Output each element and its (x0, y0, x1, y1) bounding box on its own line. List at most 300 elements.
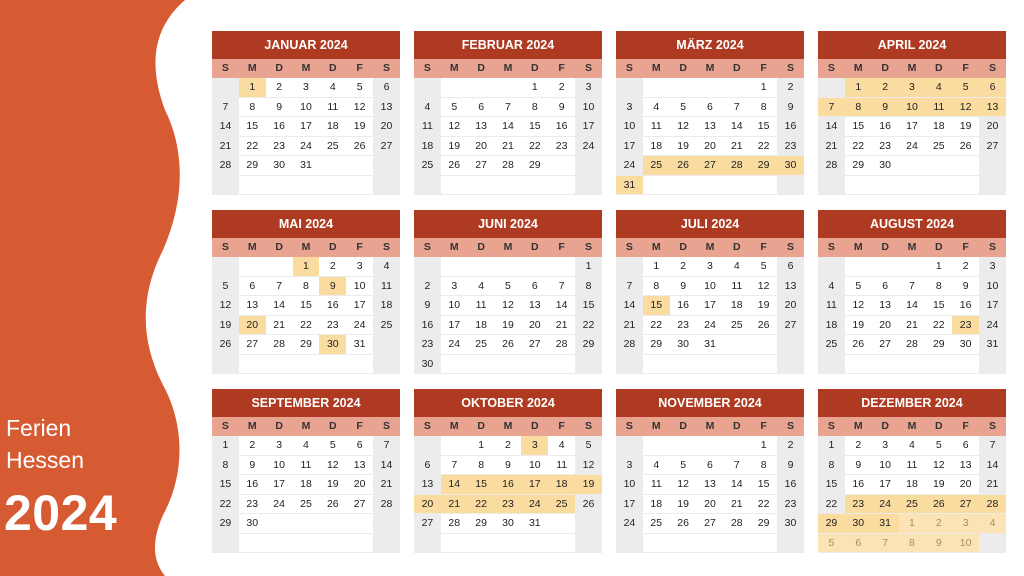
day-cell: 21 (730, 497, 743, 510)
week-row (616, 335, 804, 355)
weekday-label: S (221, 420, 229, 432)
weekday-label: M (907, 62, 917, 74)
day-cell: 15 (468, 475, 495, 494)
day-cell: 1 (239, 78, 266, 97)
empty-cell (373, 534, 400, 553)
empty-cell (373, 156, 400, 175)
day-cell: 2 (777, 436, 804, 455)
empty-cell (818, 257, 845, 276)
day-cell: 22 (212, 495, 239, 514)
day-cell: 30 (273, 159, 285, 171)
weekday-label: S (786, 62, 794, 74)
week-row (818, 277, 1006, 297)
day-cell: 10 (575, 98, 602, 117)
day-cell: 2 (414, 277, 441, 296)
week-row (414, 335, 602, 355)
empty-cell (346, 156, 373, 175)
day-cell: 2 (276, 81, 283, 93)
empty-cell (697, 534, 724, 553)
day-cell: 19 (677, 139, 689, 152)
day-cell: 26 (852, 338, 865, 350)
weekday-label: S (827, 420, 835, 432)
empty-cell (777, 176, 804, 195)
weekday-label: M (503, 241, 513, 253)
weekday-label: M (705, 62, 715, 74)
day-cell: 18 (818, 316, 845, 335)
empty-cell (373, 335, 400, 354)
week-row (212, 78, 400, 98)
empty-cell (818, 78, 845, 97)
weekday-label: F (558, 241, 565, 253)
empty-cell (414, 257, 441, 276)
day-cell: 9 (680, 279, 687, 292)
day-cell: 29 (750, 156, 777, 175)
week-row (414, 137, 602, 157)
day-cell: 14 (818, 117, 845, 136)
week-row (212, 316, 400, 336)
week-row (414, 176, 602, 196)
week-row (616, 78, 804, 98)
day-cell: 22 (757, 497, 770, 510)
empty-cell (495, 534, 522, 553)
day-cell: 21 (555, 318, 568, 331)
empty-cell (777, 534, 804, 553)
day-cell: 13 (353, 458, 366, 471)
empty-cell (952, 355, 979, 374)
empty-cell (548, 355, 575, 374)
weekday-label: F (356, 62, 363, 74)
empty-cell (468, 176, 495, 195)
month-calendar (212, 389, 400, 553)
empty-cell (414, 176, 441, 195)
week-row (616, 316, 804, 336)
empty-cell (616, 257, 643, 276)
weekday-row (212, 238, 400, 257)
day-cell: 7 (733, 100, 740, 113)
day-cell: 9 (855, 458, 862, 471)
weekday-row (616, 417, 804, 436)
empty-cell (266, 176, 293, 195)
day-cell: 29 (818, 514, 845, 533)
day-cell: 30 (414, 355, 441, 374)
day-cell: 8 (845, 98, 872, 117)
month-calendar (616, 210, 804, 374)
empty-cell (468, 355, 495, 374)
day-cell: 7 (909, 279, 915, 292)
day-cell: 5 (760, 260, 767, 272)
day-cell: 4 (558, 439, 565, 451)
day-cell: 13 (704, 120, 716, 132)
day-cell: 10 (300, 100, 312, 113)
weekday-row (414, 59, 602, 78)
empty-cell (899, 176, 926, 195)
month-header: AUGUST 2024 (818, 210, 1006, 238)
week-row (818, 137, 1006, 157)
day-cell: 11 (414, 117, 441, 136)
day-cell: 16 (777, 475, 804, 494)
day-cell: 10 (952, 534, 979, 553)
empty-cell (643, 436, 670, 455)
day-cell: 30 (777, 156, 804, 175)
week-row (616, 355, 804, 375)
day-cell: 21 (979, 475, 1006, 494)
empty-cell (346, 534, 373, 553)
day-cell: 19 (502, 318, 514, 331)
day-cell: 17 (704, 299, 716, 311)
weekday-label: S (584, 241, 592, 253)
day-cell: 23 (777, 495, 804, 514)
day-cell: 22 (246, 139, 259, 152)
day-cell: 21 (212, 137, 239, 156)
day-cell: 5 (212, 277, 239, 296)
weekday-label: D (733, 420, 741, 432)
empty-cell (925, 355, 952, 374)
day-cell: 24 (704, 318, 716, 331)
month-calendar (212, 210, 400, 374)
day-cell: 8 (249, 100, 256, 113)
empty-cell (239, 534, 266, 553)
day-cell: 9 (872, 98, 899, 117)
day-cell: 26 (757, 318, 770, 331)
day-cell: 19 (326, 478, 339, 490)
day-cell: 20 (704, 139, 716, 152)
empty-cell (548, 514, 575, 533)
day-cell: 27 (979, 137, 1006, 156)
day-cell: 29 (757, 517, 770, 529)
month-header: JUNI 2024 (414, 210, 602, 238)
day-cell: 4 (373, 257, 400, 276)
day-cell: 19 (575, 475, 602, 494)
day-cell: 16 (273, 120, 285, 132)
day-cell: 7 (733, 458, 740, 471)
day-cell: 12 (677, 120, 689, 132)
day-cell: 11 (650, 120, 662, 132)
day-cell: 9 (505, 458, 511, 471)
day-cell: 1 (899, 514, 926, 533)
empty-cell (979, 176, 1006, 195)
day-cell: 20 (414, 495, 441, 514)
weekday-row (616, 238, 804, 257)
month-calendar (818, 389, 1006, 553)
day-cell: 5 (356, 81, 363, 93)
day-cell: 23 (845, 495, 872, 514)
empty-cell (212, 257, 239, 276)
weekday-label: S (827, 62, 835, 74)
weekday-label: S (382, 241, 390, 253)
month-header: APRIL 2024 (818, 31, 1006, 59)
day-cell: 22 (932, 318, 945, 331)
day-cell: 29 (212, 514, 239, 533)
empty-cell (346, 355, 373, 374)
empty-cell (750, 355, 777, 374)
weekday-label: F (356, 241, 363, 253)
weekday-label: D (679, 420, 687, 432)
day-cell: 3 (303, 81, 309, 93)
day-cell: 5 (855, 279, 862, 292)
day-cell: 22 (852, 139, 865, 152)
day-cell: 31 (528, 517, 541, 529)
week-row (818, 335, 1006, 355)
day-cell: 27 (952, 495, 979, 514)
day-cell: 9 (962, 279, 969, 292)
day-cell: 15 (212, 475, 239, 494)
weekday-label: S (423, 62, 431, 74)
day-cell: 8 (899, 534, 926, 553)
day-cell: 1 (818, 436, 845, 455)
day-cell: 26 (212, 335, 239, 354)
empty-cell (777, 355, 804, 374)
day-cell: 9 (414, 296, 441, 315)
empty-cell (441, 176, 468, 195)
empty-cell (548, 156, 575, 175)
empty-cell (441, 257, 468, 276)
day-cell: 9 (777, 98, 804, 117)
day-cell: 3 (521, 436, 548, 455)
empty-cell (750, 534, 777, 553)
day-cell: 5 (818, 534, 845, 553)
weekday-label: S (988, 241, 996, 253)
month-header: DEZEMBER 2024 (818, 389, 1006, 417)
day-cell: 13 (246, 299, 259, 311)
day-cell: 19 (932, 478, 945, 490)
week-row (818, 495, 1006, 515)
week-row (414, 355, 602, 375)
month-header: JULI 2024 (616, 210, 804, 238)
day-cell: 30 (319, 335, 346, 354)
empty-cell (239, 257, 266, 276)
day-cell: 14 (373, 456, 400, 475)
empty-cell (346, 514, 373, 533)
day-cell: 18 (650, 139, 663, 152)
day-cell: 5 (505, 279, 511, 292)
day-cell: 23 (879, 139, 891, 152)
empty-cell (979, 355, 1006, 374)
day-cell: 11 (475, 299, 487, 311)
week-row (414, 98, 602, 118)
day-cell: 4 (909, 439, 915, 451)
week-row (616, 98, 804, 118)
empty-cell (697, 436, 724, 455)
empty-cell (872, 257, 899, 276)
empty-cell (495, 355, 522, 374)
empty-cell (468, 78, 495, 97)
day-cell: 6 (356, 439, 363, 451)
day-cell: 2 (962, 260, 969, 272)
empty-cell (750, 335, 777, 354)
weekday-label: S (382, 62, 390, 74)
day-cell: 3 (707, 260, 713, 272)
empty-cell (872, 355, 899, 374)
empty-cell (548, 257, 575, 276)
empty-cell (414, 78, 441, 97)
day-cell: 27 (475, 159, 487, 171)
day-cell: 10 (979, 277, 1006, 296)
week-row (818, 534, 1006, 554)
day-cell: 4 (925, 78, 952, 97)
week-row (818, 78, 1006, 98)
weekday-label: M (301, 62, 311, 74)
day-cell: 27 (528, 338, 541, 350)
day-cell: 6 (707, 100, 713, 113)
weekday-label: S (423, 241, 431, 253)
empty-cell (899, 355, 926, 374)
weekday-label: S (988, 420, 996, 432)
day-cell: 21 (273, 318, 285, 331)
day-cell: 23 (326, 318, 339, 331)
weekday-label: D (275, 420, 283, 432)
day-cell: 30 (959, 338, 972, 350)
day-cell: 1 (935, 260, 942, 272)
day-cell: 30 (677, 338, 689, 350)
weekday-label: S (625, 241, 633, 253)
day-cell: 5 (952, 78, 979, 97)
empty-cell (373, 176, 400, 195)
day-cell: 22 (468, 495, 495, 514)
empty-cell (723, 335, 750, 354)
day-cell: 12 (932, 458, 945, 471)
day-cell: 20 (704, 497, 716, 510)
day-cell: 31 (616, 176, 643, 195)
empty-cell (521, 257, 548, 276)
day-cell: 24 (521, 495, 548, 514)
weekday-label: M (449, 62, 459, 74)
day-cell: 27 (697, 156, 724, 175)
weekday-label: M (247, 62, 257, 74)
day-cell: 14 (979, 456, 1006, 475)
day-cell: 8 (760, 458, 767, 471)
day-cell: 29 (300, 338, 312, 350)
day-cell: 1 (845, 78, 872, 97)
empty-cell (441, 355, 468, 374)
weekday-label: D (275, 62, 283, 74)
empty-cell (293, 514, 320, 533)
weekday-label: M (853, 420, 863, 432)
weekday-label: M (247, 420, 257, 432)
day-cell: 10 (273, 458, 285, 471)
day-cell: 15 (757, 120, 770, 132)
weekday-label: S (221, 62, 229, 74)
day-cell: 10 (899, 98, 926, 117)
day-cell: 21 (730, 139, 743, 152)
day-cell: 22 (575, 316, 602, 335)
weekday-label: D (733, 241, 741, 253)
day-cell: 30 (246, 517, 259, 529)
day-cell: 16 (246, 478, 259, 490)
day-cell: 28 (906, 338, 918, 350)
day-cell: 11 (373, 277, 400, 296)
day-cell: 3 (575, 78, 602, 97)
day-cell: 4 (818, 277, 845, 296)
week-row (616, 456, 804, 476)
empty-cell (346, 176, 373, 195)
day-cell: 25 (899, 495, 926, 514)
day-cell: 5 (329, 439, 336, 451)
month-header: SEPTEMBER 2024 (212, 389, 400, 417)
day-cell: 6 (414, 456, 441, 475)
empty-cell (521, 176, 548, 195)
day-cell: 22 (818, 495, 845, 514)
empty-cell (293, 534, 320, 553)
day-cell: 28 (448, 517, 461, 529)
week-row (818, 117, 1006, 137)
day-cell: 12 (502, 299, 514, 311)
weekday-label: M (907, 420, 917, 432)
day-cell: 27 (777, 316, 804, 335)
empty-cell (723, 436, 750, 455)
month-calendar (414, 389, 602, 553)
day-cell: 25 (932, 139, 945, 152)
day-cell: 4 (414, 98, 441, 117)
day-cell: 12 (326, 458, 339, 471)
empty-cell (952, 156, 979, 175)
day-cell: 1 (212, 436, 239, 455)
day-cell: 6 (979, 78, 1006, 97)
day-cell: 12 (677, 478, 689, 490)
day-cell: 8 (478, 458, 485, 471)
weekday-label: M (247, 241, 257, 253)
month-calendar (212, 31, 400, 195)
day-cell: 9 (249, 458, 256, 471)
day-cell: 11 (327, 100, 339, 113)
week-row (212, 98, 400, 118)
day-cell: 14 (730, 478, 743, 490)
day-cell: 4 (478, 279, 485, 292)
day-cell: 2 (505, 439, 511, 451)
day-cell: 18 (475, 318, 487, 331)
week-row (414, 156, 602, 176)
day-cell: 7 (818, 98, 845, 117)
week-row (212, 257, 400, 277)
day-cell: 11 (556, 458, 568, 471)
empty-cell (670, 78, 697, 97)
week-row (414, 456, 602, 476)
empty-cell (899, 156, 926, 175)
weekday-label: D (477, 420, 485, 432)
weekday-label: M (449, 241, 459, 253)
day-cell: 9 (319, 277, 346, 296)
empty-cell (319, 534, 346, 553)
day-cell: 5 (935, 439, 942, 451)
empty-cell (697, 176, 724, 195)
day-cell: 16 (414, 316, 441, 335)
day-cell: 25 (373, 316, 400, 335)
month-header: FEBRUAR 2024 (414, 31, 602, 59)
day-cell: 13 (475, 120, 487, 132)
weekday-label: D (477, 62, 485, 74)
weekday-label: M (651, 241, 661, 253)
weekday-label: D (935, 420, 943, 432)
day-cell: 14 (212, 117, 239, 136)
empty-cell (548, 534, 575, 553)
day-cell: 24 (616, 514, 643, 533)
day-cell: 26 (326, 497, 339, 510)
empty-cell (212, 78, 239, 97)
weekday-label: D (477, 241, 485, 253)
month-calendar (414, 31, 602, 195)
week-row (818, 176, 1006, 196)
empty-cell (723, 355, 750, 374)
weekday-label: D (329, 420, 337, 432)
day-cell: 4 (979, 514, 1006, 533)
day-cell: 15 (818, 475, 845, 494)
day-cell: 28 (818, 156, 845, 175)
title-ferien: Ferien (6, 415, 72, 441)
weekday-label: S (382, 420, 390, 432)
week-row (212, 117, 400, 137)
day-cell: 22 (300, 318, 312, 331)
empty-cell (925, 176, 952, 195)
week-row (212, 456, 400, 476)
